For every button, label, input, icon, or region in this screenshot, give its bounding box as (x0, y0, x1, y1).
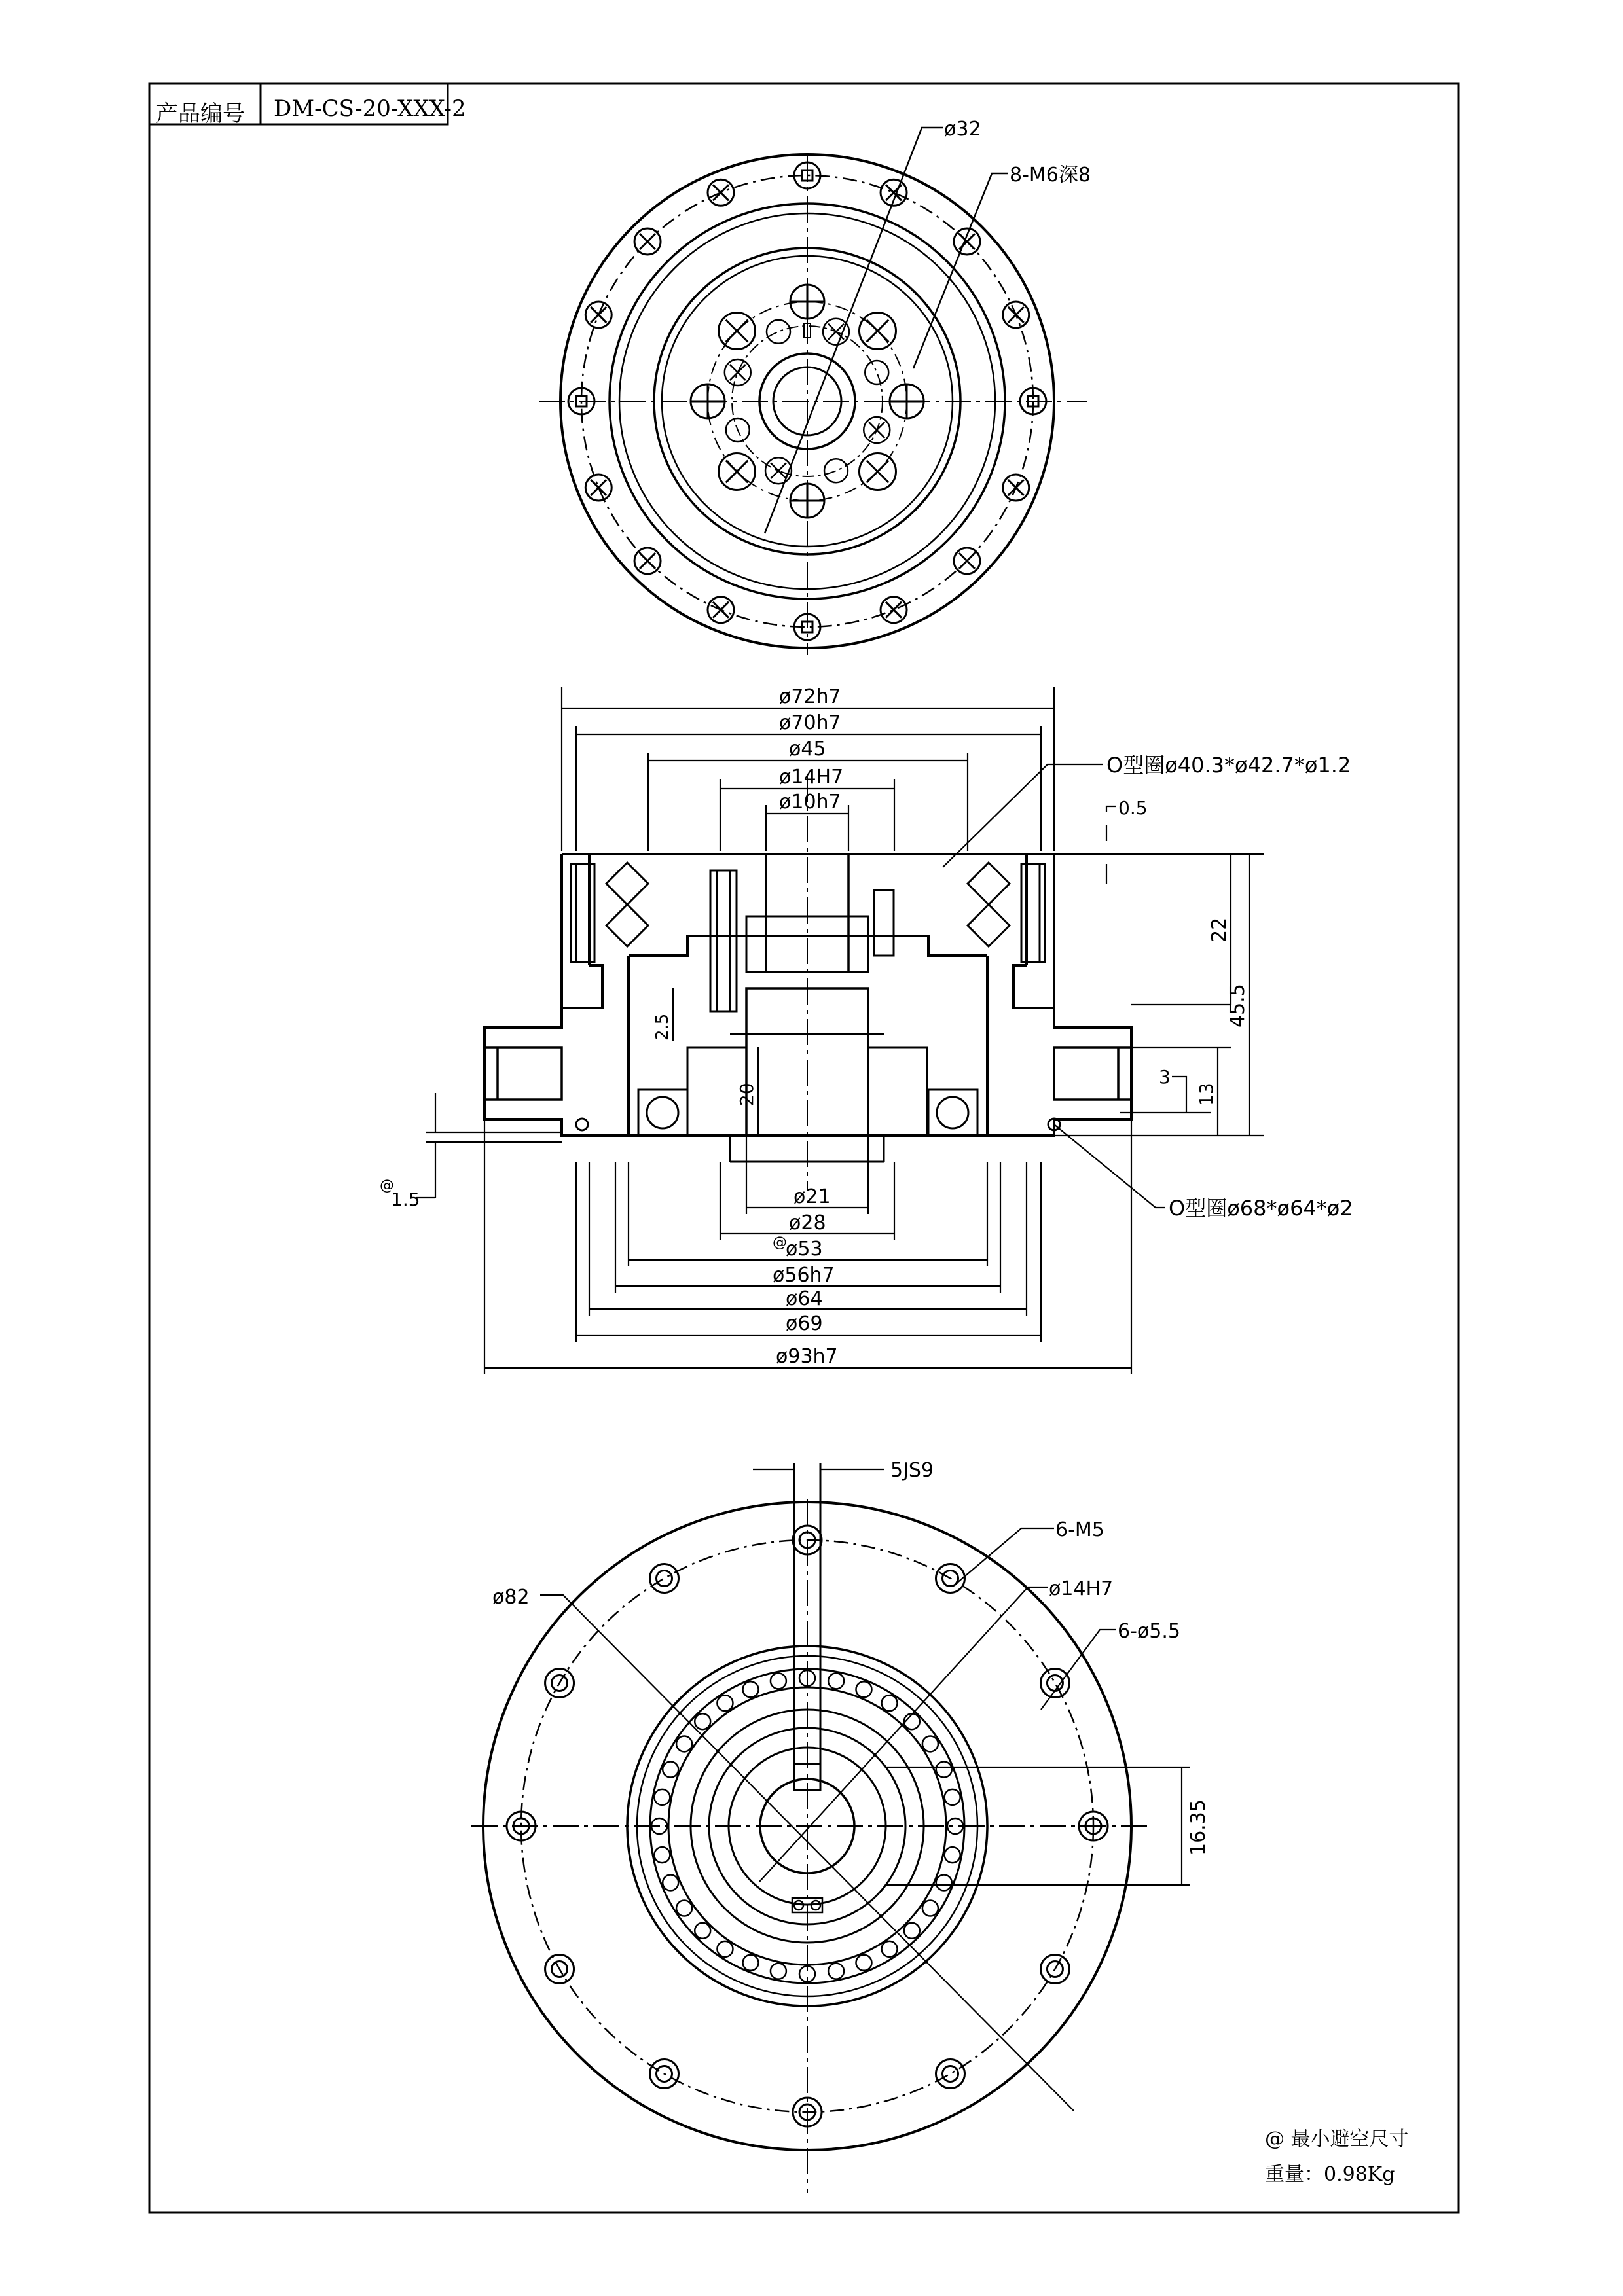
outer-border (149, 84, 1459, 2212)
roller (743, 1955, 759, 1971)
oring-top-label: O型圈ø40.3*ø42.7*ø1.2 (1106, 753, 1351, 778)
roller (945, 1847, 960, 1863)
oring-bottom-label: O型圈ø68*ø64*ø2 (1169, 1196, 1353, 1221)
roller (936, 1762, 952, 1778)
roller (882, 1695, 898, 1711)
roller (676, 1736, 692, 1751)
roller (676, 1901, 692, 1916)
roller (922, 1901, 938, 1916)
roller (654, 1847, 670, 1863)
dim-phi21: ø21 (793, 1185, 831, 1208)
dim-phi56h7: ø56h7 (773, 1264, 835, 1287)
roller (771, 1673, 786, 1689)
dim-22: 22 (1208, 917, 1231, 942)
title-block-label: 产品编号 (156, 101, 245, 127)
flange-hole (936, 2059, 965, 2088)
dim-20: 20 (736, 1083, 757, 1106)
dim-phi82: ø82 (492, 1586, 530, 1609)
dim-45-5: 45.5 (1226, 984, 1249, 1028)
roller (936, 1874, 952, 1890)
dim-phi72h7: ø72h7 (779, 685, 841, 708)
dim-0-5: 0.5 (1118, 797, 1148, 819)
dim-3: 3 (1159, 1066, 1171, 1088)
note-min-clearance: @ 最小避空尺寸 (1265, 2128, 1409, 2151)
flange-hole (1040, 1669, 1069, 1698)
roller (828, 1673, 844, 1689)
dim-13: 13 (1195, 1083, 1217, 1106)
dim-1-5-prefix: @ (380, 1177, 394, 1194)
roller (717, 1941, 733, 1957)
small-hole (865, 361, 888, 384)
flange-hole (650, 1564, 679, 1593)
roller (717, 1695, 733, 1711)
dim-phi28: ø28 (789, 1211, 826, 1234)
section-left-dimension (416, 1093, 562, 1198)
flange-hole-inner (943, 2066, 958, 2081)
roller (945, 1789, 960, 1805)
roller (663, 1762, 678, 1778)
roller (654, 1789, 670, 1805)
flange-hole-inner (657, 1571, 672, 1587)
roller (882, 1941, 898, 1957)
small-hole (767, 320, 790, 344)
small-hole (824, 459, 848, 482)
dim-phi10h7: ø10h7 (779, 791, 841, 814)
roller (904, 1923, 920, 1939)
dim-phi53-prefix: @ (773, 1234, 787, 1251)
dim-phi70h7: ø70h7 (779, 711, 841, 734)
dim-2-5: 2.5 (653, 1013, 672, 1041)
roller (856, 1681, 871, 1697)
drawing-frame (149, 84, 1459, 2212)
note-weight: 重量：0.98Kg (1265, 2163, 1395, 2186)
dim-6-m5: 6-M5 (1055, 1518, 1104, 1541)
dim-16-35: 16.35 (1187, 1799, 1210, 1856)
roller (922, 1736, 938, 1751)
roller (771, 1964, 786, 1979)
bottom-view (471, 1463, 1190, 2193)
label-8-m6: 8-M6深8 (1010, 164, 1091, 187)
dim-phi64: ø64 (786, 1287, 823, 1310)
dim-6-phi5-5: 6-ø5.5 (1118, 1620, 1180, 1643)
dim-5js9: 5JS9 (890, 1459, 934, 1482)
top-leaders (765, 128, 1008, 533)
roller (743, 1681, 759, 1697)
roller (828, 1964, 844, 1979)
roller (663, 1874, 678, 1890)
roller (856, 1955, 871, 1971)
title-block-code: DM-CS-20-XXX-2 (274, 96, 466, 122)
dim-phi69: ø69 (786, 1312, 823, 1335)
dim-phi53: ø53 (786, 1238, 823, 1261)
dim-phi14h7: ø14H7 (779, 766, 844, 789)
dim-phi45: ø45 (789, 738, 826, 761)
roller (695, 1713, 710, 1729)
roller (695, 1923, 710, 1939)
dim-phi93h7: ø93h7 (776, 1345, 838, 1368)
label-phi32: ø32 (944, 118, 981, 141)
top-view (539, 128, 1087, 655)
dim-1-5: 1.5 (391, 1189, 420, 1210)
dim-bore-phi14h7: ø14H7 (1049, 1577, 1114, 1600)
title-block (149, 84, 448, 124)
